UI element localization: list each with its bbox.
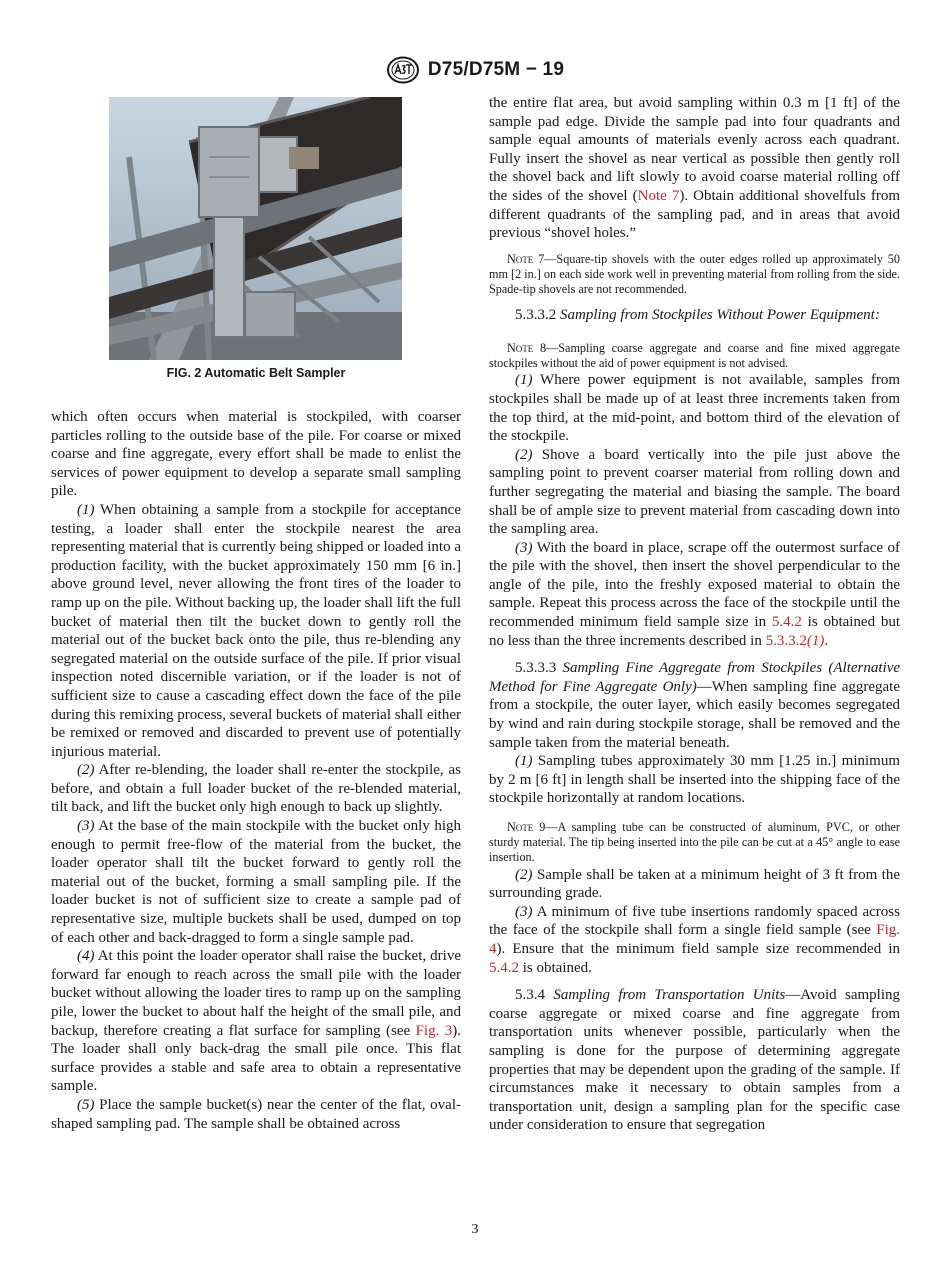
figure-caption: FIG. 2 Automatic Belt Sampler xyxy=(166,366,346,380)
paragraph: the entire flat area, but avoid sampling within 0.3 m [1 ft] of the sample pad edge. Divide the sample pad into four quadrants and sample equal amounts of materials evenly across each quadrant. Fully insert the shovel as near vertical as possible then gently roll the shovel back and lift slowly to avoid coarse material rolling off the sides of the shovel (Note 7). Obtain additional shovelfuls from different quadrants of the sampling pad, and in areas that avoid previous “shovel holes.” xyxy=(489,95,900,242)
right-column xyxy=(489,94,900,1135)
section-link[interactable]: 5.4.2 xyxy=(771,614,802,631)
page-number: 3 xyxy=(471,1222,479,1237)
paragraph: (1) Sampling tubes approximately 30 mm [1.25 in.] minimum by 2 m [6 ft] in length shall be inserted into the shipping face of the stockpile horizontally at random locations. xyxy=(489,753,900,807)
paragraph: (2) Sample shall be taken at a minimum height of 3 ft from the surrounding grade. xyxy=(489,866,901,902)
item-number: (4) xyxy=(77,948,95,965)
paragraph: which often occurs when material is stockpiled, with coarser particles rolling to the outside base of the pile. For coarse or mixed coarse and fine aggregate, every effort shall be made to enlist the services of power equipment to develop a separate small sampling pile. xyxy=(51,409,461,500)
paragraph: 5.3.4 Sampling from Transportation Units—Avoid sampling coarse aggregate or mixed coarse and fine aggregate from transportation units whenever possible, particularly when the sampling is done for the purpose of determining aggregate properties that may be dependent upon the grading of the sample. If circumstances make it necessary to obtain samples from a transportation unit, design a sampling plan for the specific case under consideration to ensure that segregation xyxy=(489,987,901,1134)
paragraph: (4) At this point the loader operator shall raise the bucket, drive forward far enough to reach across the small pile with the loader bucket without allowing the loader tires to ramp up on the sampling pile, lower the bucket to about half the height of the small pile, and backup, therefore creating a flat surface for sampling (see Fig. 3). The loader shall only back-drag the small pile once. This flat surface provides a stable and safe area to obtain a representative sample. xyxy=(51,948,461,1095)
note-7: Note 7—Square-tip shovels with the outer edges rolled up approximately 50 mm [2 in.] on each side work well in preventing material from rolling from the side. Spade-tip shovels are not recommended. xyxy=(489,251,900,297)
note-8: Note 8—Sampling coarse aggregate and coarse and fine mixed aggregate stockpiles without the aid of power equipment is not advised. xyxy=(489,340,900,371)
paragraph: (2) After re-blending, the loader shall re-enter the stockpile, as before, and obtain a full loader bucket of the re-blended material, tilt back, and lift the bucket only high enough to back up slightly. xyxy=(51,762,461,816)
item-number: (2) xyxy=(515,446,533,463)
figure-link[interactable]: Fig. 3 xyxy=(415,1022,453,1039)
paragraph: (3) A minimum of five tube insertions randomly spaced across the face of the stockpile shall form a single field sample (see Fig. 4). Ensure that the minimum field sample size recommended in 5.4.2 is obtained. xyxy=(489,903,900,976)
section-heading: 5.3.3.2 Sampling from Stockpiles Without Power Equipment: xyxy=(515,307,880,324)
paragraph: (2) Shove a board vertically into the pile just above the sampling point to prevent coarser material from rolling down and further segregating the material and biasing the sample. The board shall be of ample size to prevent material from cascading down into the sampling area. xyxy=(489,446,901,538)
item-number: (2) xyxy=(77,762,95,779)
item-number: (1) xyxy=(515,753,533,770)
document-designation: D75/D75M − 19 xyxy=(427,59,565,80)
item-number: (5) xyxy=(77,1096,95,1113)
astm-logo-icon xyxy=(386,56,420,84)
section-link[interactable]: 5.4.2 xyxy=(489,959,519,976)
item-number: (3) xyxy=(515,539,533,556)
item-number: (2) xyxy=(515,866,533,883)
item-number: (1) xyxy=(515,372,533,389)
paragraph: (3) With the board in place, scrape off the outermost surface of the pile with the shovel, then insert the shovel perpendicular to the angle of the pile, into the freshly exposed material to obtain the sample. Repeat this process across the face of the stockpile until the recommended minimum field sample size in 5.4.2 is obtained but no less than the three increments described in 5.3.3.2(1). xyxy=(489,539,901,649)
paragraph: (1) When obtaining a sample from a stockpile for acceptance testing, a loader shall enter the stockpile nearest the area representing material that is currently being shipped or loaded into a production facility, with the bucket approximately 150 mm [6 in.] above ground level, never allowing the front tires of the loader to ramp up on the pile. Without backing up, the loader shall lift the full bucket of material then tilt the bucket down to gently roll the material out of the bucket back onto the pile, thus re-blending any segregated material on the outside surface of the pile. If prior visual inspection noted discernible variation, or if the loader is not of sufficient size to cause a cascading effect down the face of the pile during this remixing process, several buckets of material shall either be remixed or removed and discarded to prevent use of potentially injurious material. xyxy=(51,501,461,760)
left-column xyxy=(51,408,461,1133)
note-link[interactable]: Note 7 xyxy=(637,187,680,204)
automatic-belt-sampler-photo xyxy=(109,97,402,360)
page-header xyxy=(0,56,950,84)
paragraph: (3) At the base of the main stockpile with the bucket only high enough to permit free-flow of the material from the bucket, the loader operator shall tilt the bucket forward to gently roll the material out of the bucket, forming a small sampling pile. If the loader bucket is not of sufficient size to create a sample pad of representative size, multiple buckets shall be used, dumped on top of each other and back-dragged to form a single sample pad. xyxy=(51,818,461,946)
paragraph: (5) Place the sample bucket(s) near the center of the flat, oval-shaped sampling pad. The sample shall be obtained across xyxy=(51,1096,462,1132)
item-number: (3) xyxy=(515,903,533,920)
paragraph: 5.3.3.3 Sampling Fine Aggregate from Stockpiles (Alternative Method for Fine Aggregate Only)—When sampling fine aggregate from a stockpile, the outer layer, which easily becomes segregated by wind and rain during stockpile storage, shall be removed and the sample taken from the material beneath. xyxy=(489,660,901,751)
section-link[interactable]: 5.3.3.2(1) xyxy=(765,632,825,649)
paragraph: (1) Where power equipment is not available, samples from stockpiles shall be made up of at least three increments taken from the top third, at the mid-point, and bottom third of the elevation of the stockpile. xyxy=(489,372,901,445)
figure-link[interactable]: Fig. 4 xyxy=(489,922,900,957)
item-number: (1) xyxy=(77,501,95,518)
item-number: (3) xyxy=(77,818,95,835)
note-9: Note 9—A sampling tube can be constructed of aluminum, PVC, or other sturdy material. The tip being inserted into the pile can be cut at a 45° angle to ease insertion. xyxy=(489,820,900,865)
